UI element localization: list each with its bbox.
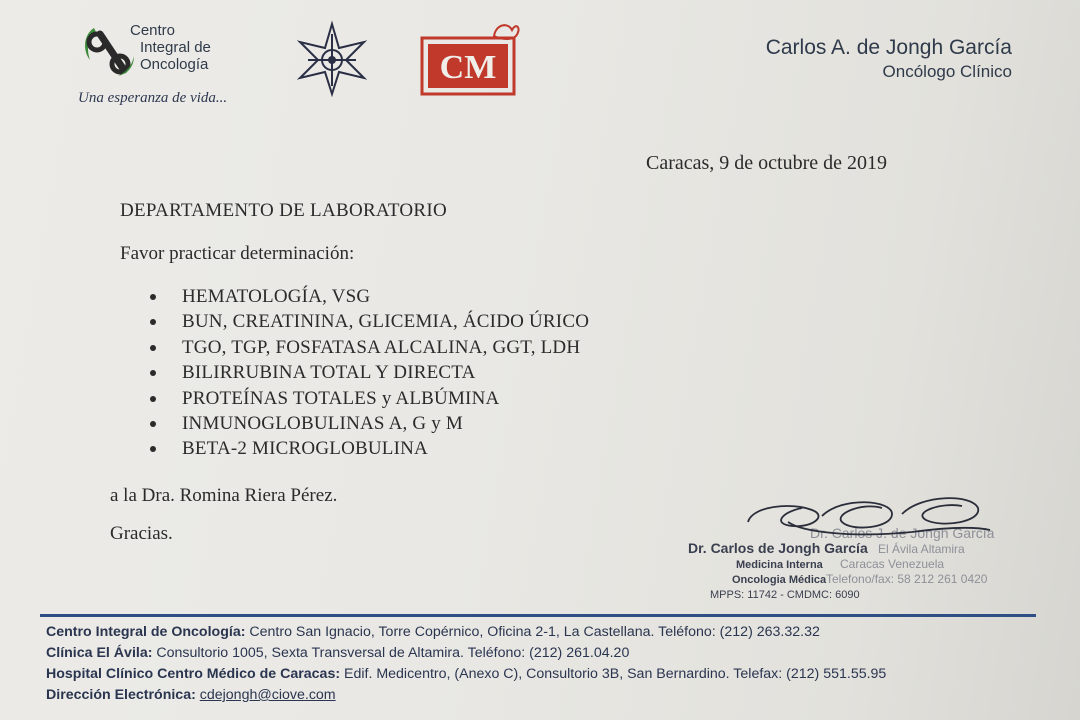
doctor-name: Carlos A. de Jongh García — [765, 36, 1012, 59]
department-heading: DEPARTAMENTO DE LABORATORIO — [120, 200, 448, 221]
test-label: BILIRRUBINA TOTAL Y DIRECTA — [182, 362, 476, 384]
footer-text: Edif. Medicentro, (Anexo C), Consultorio 3B, San Bernardino. Telefax: (212) 551.55.95 — [340, 666, 887, 682]
list-item — [148, 411, 589, 436]
list-item — [148, 284, 589, 309]
org-name-line3: Oncología — [140, 56, 209, 73]
test-label: BUN, CREATININA, GLICEMIA, ÁCIDO ÚRICO — [182, 311, 590, 333]
request-line: Favor practicar determinación: — [120, 243, 355, 264]
test-list — [148, 284, 589, 462]
footer-row — [46, 685, 886, 706]
closing-line: Gracias. — [110, 523, 173, 544]
footer-label: Dirección Electrónica: — [46, 687, 196, 703]
bullet-icon — [150, 345, 156, 351]
stamp-faint-line1: Dr. Carlos J. de Jongh García — [810, 525, 995, 541]
test-label: PROTEÍNAS TOTALES y ALBÚMINA — [182, 387, 500, 409]
footer — [46, 622, 886, 706]
stamp-faint-line2: El Ávila Altamira — [878, 542, 965, 556]
addressee-line: a la Dra. Romina Riera Pérez. — [110, 485, 338, 506]
bullet-icon — [150, 396, 156, 402]
bullet-icon — [150, 446, 156, 452]
org-tagline: Una esperanza de vida... — [78, 90, 228, 106]
list-item — [148, 360, 589, 385]
handwritten-signature-icon — [742, 492, 995, 552]
stamp-faint-line4: Telefono/fax: 58 212 261 0420 — [826, 572, 988, 586]
test-label: INMUNOGLOBULINAS A, G y M — [182, 412, 464, 434]
list-item — [148, 309, 589, 334]
stamp-specialty2: Oncologia Médica — [732, 574, 827, 586]
bullet-icon — [150, 294, 156, 300]
list-item — [148, 335, 589, 360]
doctor-header — [766, 36, 1012, 82]
org-name-line2: Integral de — [140, 39, 211, 56]
footer-text: Centro San Ignacio, Torre Copérnico, Oficina 2-1, La Castellana. Teléfono: (212) 263.32.32 — [245, 624, 820, 640]
footer-row — [46, 643, 886, 664]
bullet-icon — [150, 370, 156, 376]
footer-label: Clínica El Ávila: — [46, 645, 153, 661]
test-label: TGO, TGP, FOSFATASA ALCALINA, GGT, LDH — [182, 336, 581, 358]
stamp-name: Dr. Carlos de Jongh García — [688, 540, 868, 556]
footer-rule — [40, 614, 1036, 617]
test-label: HEMATOLOGÍA, VSG — [182, 286, 371, 307]
email-link[interactable]: cdejongh@ciove.com — [199, 687, 336, 703]
test-label: BETA-2 MICROGLOBULINA — [182, 438, 428, 460]
star-emblem-icon — [292, 20, 372, 98]
bullet-icon — [150, 319, 156, 325]
doctor-title: Oncólogo Clínico — [882, 62, 1012, 81]
list-item — [148, 436, 589, 461]
org-name-line1: Centro — [130, 22, 176, 39]
footer-label: Hospital Clínico Centro Médico de Caracas: — [46, 666, 341, 682]
list-item — [148, 386, 589, 411]
stamp-registration: MPPS: 11742 - CMDMC: 6090 — [710, 589, 860, 601]
letter-date: Caracas, 9 de octubre de 2019 — [646, 152, 888, 174]
stamp-faint-line3: Caracas Venezuela — [840, 557, 945, 571]
bullet-icon — [150, 421, 156, 427]
org-name — [130, 22, 211, 73]
cm-logo-text: CM — [439, 49, 497, 86]
stamp-specialty: Medicina Interna — [736, 559, 823, 571]
footer-row — [46, 622, 886, 643]
cm-hospital-logo-icon — [416, 18, 524, 102]
footer-text: Consultorio 1005, Sexta Transversal de Altamira. Teléfono: (212) 261.04.20 — [152, 645, 630, 661]
footer-row — [46, 664, 886, 685]
footer-label: Centro Integral de Oncología: — [46, 624, 246, 640]
